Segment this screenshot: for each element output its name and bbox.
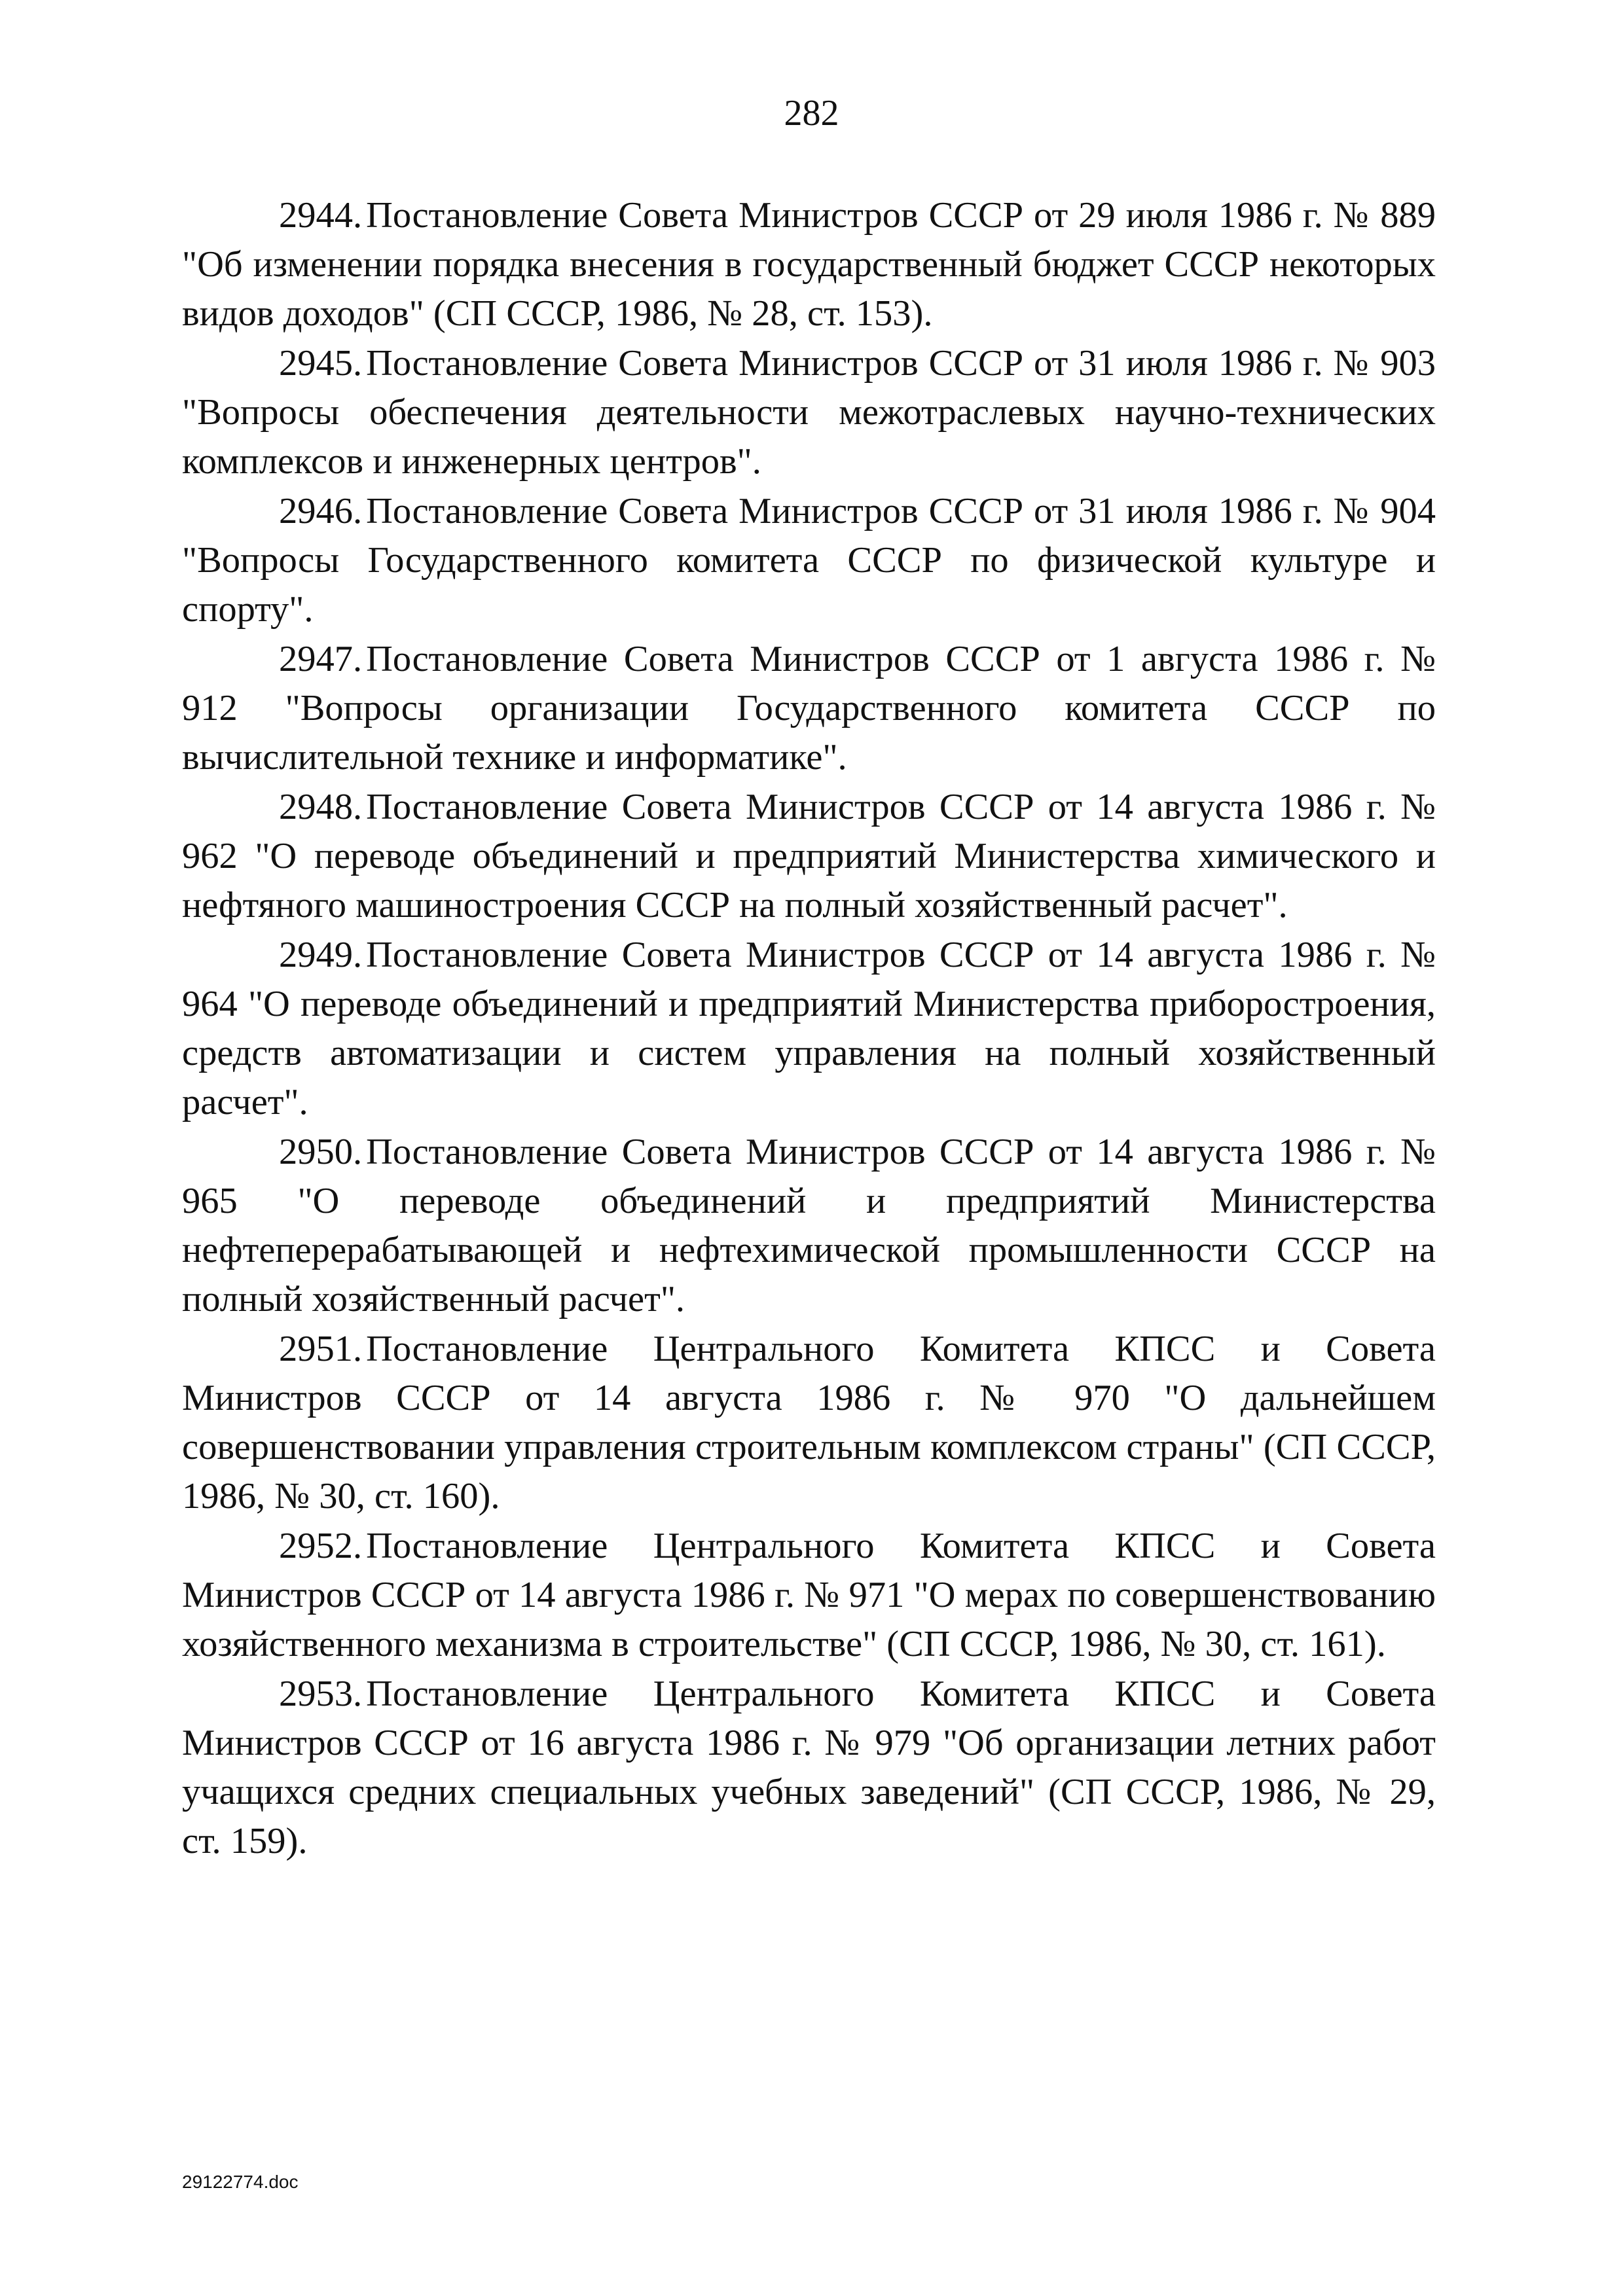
entry-text: Постановление Совета Министров СССР от 14 августа 1986 г. № 965 "О переводе объединений и предприятий Министерства нефтеперерабатывающей и нефтехимической промышленности СССР на полный хозяйственный расчет". — [182, 1132, 1436, 1319]
entry-text: Постановление Совета Министров СССР от 1 августа 1986 г. № 912 "Вопросы организации Государственного комитета СССР по вычислительной технике и информатике". — [182, 639, 1436, 778]
entry-text: Постановление Совета Министров СССР от 31 июля 1986 г. № 904 "Вопросы Государственного комитета СССР по физической культуре и спорту". — [182, 491, 1436, 630]
list-item — [182, 1522, 1436, 1669]
document-body — [182, 191, 1436, 1867]
entry-text: Постановление Совета Министров СССР от 14 августа 1986 г. № 964 "О переводе объединений и предприятий Министерства приборостроения, средств автоматизации и систем управления на полный хозяйственный расчет". — [182, 935, 1436, 1122]
list-item — [182, 783, 1436, 930]
entry-number: 2945. — [279, 343, 363, 384]
entry-number: 2950. — [279, 1132, 363, 1172]
page-number: 282 — [784, 93, 839, 134]
entry-text: Постановление Центрального Комитета КПСС и Совета Министров СССР от 14 августа 1986 г. № 970 "О дальнейшем совершенствовании управления строительным комплексом страны" (СП СССР, 1986, № 30, ст. 160). — [182, 1329, 1436, 1516]
list-item — [182, 191, 1436, 338]
file-name-footer: 29122774.doc — [182, 2172, 299, 2192]
list-item — [182, 1670, 1436, 1866]
list-item — [182, 931, 1436, 1127]
entry-number: 2951. — [279, 1329, 363, 1369]
entry-number: 2953. — [279, 1674, 363, 1714]
entry-text: Постановление Совета Министров СССР от 14 августа 1986 г. № 962 "О переводе объединений и предприятий Министерства химического и нефтяного машиностроения СССР на полный хозяйственный расчет". — [182, 787, 1436, 925]
list-item — [182, 1128, 1436, 1324]
entry-text: Постановление Центрального Комитета КПСС и Совета Министров СССР от 16 августа 1986 г. № 979 "Об организации летних работ учащихся средних специальных учебных заведений" (СП СССР, 1986, № 29, ст. 159). — [182, 1674, 1436, 1861]
entry-text: Постановление Совета Министров СССР от 31 июля 1986 г. № 903 "Вопросы обеспечения деятельности межотраслевых научно-технических комплексов и инженерных центров". — [182, 343, 1436, 482]
entry-number: 2952. — [279, 1526, 363, 1566]
entry-text: Постановление Совета Министров СССР от 29 июля 1986 г. № 889 "Об изменении порядка внесения в государственный бюджет СССР некоторых видов доходов" (СП СССР, 1986, № 28, ст. 153). — [182, 195, 1436, 334]
entry-number: 2947. — [279, 639, 363, 679]
list-item — [182, 487, 1436, 634]
entry-number: 2946. — [279, 491, 363, 531]
list-item — [182, 1325, 1436, 1521]
entry-number: 2944. — [279, 195, 363, 236]
entry-text: Постановление Центрального Комитета КПСС и Совета Министров СССР от 14 августа 1986 г. № 971 "О мерах по совершенствованию хозяйственного механизма в строительстве" (СП СССР, 1986, № 30, ст. 161). — [182, 1526, 1436, 1664]
entry-number: 2948. — [279, 787, 363, 827]
list-item — [182, 635, 1436, 782]
entry-number: 2949. — [279, 935, 363, 975]
list-item — [182, 339, 1436, 486]
